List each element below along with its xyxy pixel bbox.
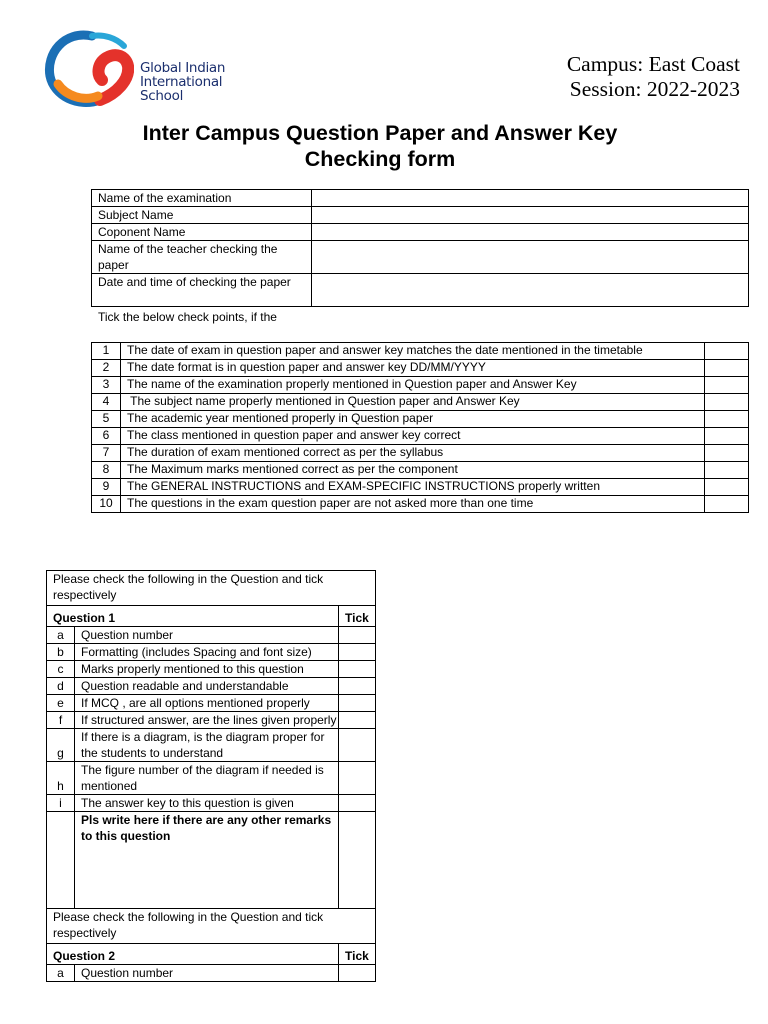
instruction-row — [47, 909, 376, 944]
item-text: Question number — [75, 965, 339, 982]
check-item-row — [47, 661, 376, 678]
item-tick-box[interactable] — [339, 627, 376, 644]
checkpoint-text: The GENERAL INSTRUCTIONS and EXAM-SPECIFIC INSTRUCTIONS properly written — [121, 479, 705, 496]
checkpoint-row — [92, 462, 749, 479]
question1-checklist — [46, 570, 376, 982]
info-value-field[interactable] — [312, 207, 749, 224]
checkpoint-row — [92, 445, 749, 462]
school-name-line3: School — [140, 88, 184, 104]
tick-column-header: Tick — [339, 944, 376, 965]
item-tick-box[interactable] — [339, 795, 376, 812]
checkpoint-text: The class mentioned in question paper and answer key correct — [121, 428, 705, 445]
check-item-row — [47, 965, 376, 982]
checkpoint-row — [92, 411, 749, 428]
remarks-spacer — [47, 812, 75, 909]
info-value-field[interactable] — [312, 190, 749, 207]
item-letter: d — [47, 678, 75, 695]
checkpoint-number: 1 — [92, 343, 121, 360]
checkpoint-text: The academic year mentioned properly in Question paper — [121, 411, 705, 428]
checkpoint-number: 9 — [92, 479, 121, 496]
info-label: Date and time of checking the paper — [92, 274, 312, 307]
check-item-row — [47, 729, 376, 762]
item-letter: i — [47, 795, 75, 812]
item-tick-box[interactable] — [339, 661, 376, 678]
school-name — [140, 61, 225, 103]
checkpoint-tick-box[interactable] — [705, 394, 749, 411]
item-letter: c — [47, 661, 75, 678]
session-year: Session: 2022-2023 — [569, 77, 740, 101]
remarks-field[interactable]: Pls write here if there are any other remarks to this question — [75, 812, 339, 909]
checkpoint-text: The name of the examination properly mentioned in Question paper and Answer Key — [121, 377, 705, 394]
info-value-field[interactable] — [312, 274, 749, 307]
item-text: Question number — [75, 627, 339, 644]
campus-info — [567, 52, 740, 102]
question-title: Question 1 — [47, 606, 339, 627]
item-letter: e — [47, 695, 75, 712]
item-text: Formatting (includes Spacing and font size) — [75, 644, 339, 661]
checkpoint-tick-box[interactable] — [705, 377, 749, 394]
checkpoint-row — [92, 377, 749, 394]
item-letter: h — [47, 762, 75, 795]
checkpoint-number: 10 — [92, 496, 121, 513]
check-item-row — [47, 678, 376, 695]
item-tick-box[interactable] — [339, 712, 376, 729]
check-item-row — [47, 695, 376, 712]
checkpoint-row — [92, 496, 749, 513]
info-row — [92, 207, 749, 224]
item-text: The figure number of the diagram if needed is mentioned — [75, 762, 339, 795]
item-tick-box[interactable] — [339, 762, 376, 795]
school-logo — [44, 26, 234, 108]
info-label: Coponent Name — [92, 224, 312, 241]
item-tick-box[interactable] — [339, 695, 376, 712]
checkpoint-tick-box[interactable] — [705, 445, 749, 462]
checkpoint-row — [92, 343, 749, 360]
checkpoint-number: 8 — [92, 462, 121, 479]
question-header-row — [47, 944, 376, 965]
item-tick-box[interactable] — [339, 965, 376, 982]
check-instruction: Please check the following in the Question and tick respectively — [47, 909, 376, 944]
question-header-row — [47, 606, 376, 627]
item-text: Question readable and understandable — [75, 678, 339, 695]
check-item-row — [47, 644, 376, 661]
item-letter: f — [47, 712, 75, 729]
item-letter: a — [47, 965, 75, 982]
check-item-row — [47, 762, 376, 795]
checkpoint-number: 4 — [92, 394, 121, 411]
checkpoint-row — [92, 479, 749, 496]
check-item-row — [47, 627, 376, 644]
checkpoints-table — [91, 342, 749, 513]
checkpoint-tick-box[interactable] — [705, 479, 749, 496]
item-text: If structured answer, are the lines given properly — [75, 712, 339, 729]
checkpoint-number: 7 — [92, 445, 121, 462]
item-text: Marks properly mentioned to this question — [75, 661, 339, 678]
info-label: Name of the examination — [92, 190, 312, 207]
checkpoint-number: 2 — [92, 360, 121, 377]
check-item-row — [47, 795, 376, 812]
page-title — [60, 120, 700, 172]
item-letter: g — [47, 729, 75, 762]
checkpoint-row — [92, 428, 749, 445]
item-tick-box[interactable] — [339, 678, 376, 695]
info-row — [92, 224, 749, 241]
checkpoint-text: The Maximum marks mentioned correct as per the component — [121, 462, 705, 479]
checkpoint-tick-box[interactable] — [705, 360, 749, 377]
item-tick-box[interactable] — [339, 729, 376, 762]
info-row — [92, 241, 749, 274]
campus-name: Campus: East Coast — [566, 52, 740, 76]
checkpoint-tick-box[interactable] — [705, 411, 749, 428]
item-text: If MCQ , are all options mentioned properly — [75, 695, 339, 712]
checkpoint-text: The questions in the exam question paper are not asked more than one time — [121, 496, 705, 513]
check-instruction: Please check the following in the Question and tick respectively — [47, 571, 376, 606]
question-title: Question 2 — [47, 944, 339, 965]
checkpoint-text: The subject name properly mentioned in Question paper and Answer Key — [121, 394, 705, 411]
checkpoint-text: The date of exam in question paper and answer key matches the date mentioned in the timetable — [121, 343, 705, 360]
checkpoint-number: 3 — [92, 377, 121, 394]
checkpoint-row — [92, 360, 749, 377]
item-text: If there is a diagram, is the diagram proper for the students to understand — [75, 729, 339, 762]
info-value-field[interactable] — [312, 241, 749, 274]
logo-swirl-icon — [44, 26, 134, 108]
remarks-tick-box[interactable] — [339, 812, 376, 909]
checkpoint-row — [92, 394, 749, 411]
checkpoint-text: The duration of exam mentioned correct as per the syllabus — [121, 445, 705, 462]
item-tick-box[interactable] — [339, 644, 376, 661]
checkpoint-tick-box[interactable] — [705, 496, 749, 513]
info-label: Name of the teacher checking the paper — [92, 241, 312, 274]
checkpoint-number: 5 — [92, 411, 121, 428]
title-line2: Checking form — [304, 147, 456, 171]
instruction-row — [47, 571, 376, 606]
school-name-line2: International — [140, 74, 223, 90]
info-label: Subject Name — [92, 207, 312, 224]
remarks-row — [47, 812, 376, 909]
item-letter: b — [47, 644, 75, 661]
tick-note: Tick the below check points, if the — [98, 310, 277, 324]
tick-column-header: Tick — [339, 606, 376, 627]
info-row — [92, 190, 749, 207]
checkpoint-tick-box[interactable] — [705, 343, 749, 360]
item-text: The answer key to this question is given — [75, 795, 339, 812]
check-item-row — [47, 712, 376, 729]
checkpoint-text: The date format is in question paper and answer key DD/MM/YYYY — [121, 360, 705, 377]
exam-info-table — [91, 189, 749, 307]
item-letter: a — [47, 627, 75, 644]
info-row — [92, 274, 749, 307]
info-value-field[interactable] — [312, 224, 749, 241]
checkpoint-tick-box[interactable] — [705, 428, 749, 445]
checkpoint-number: 6 — [92, 428, 121, 445]
school-name-line1: Global Indian — [140, 60, 226, 76]
checkpoint-tick-box[interactable] — [705, 462, 749, 479]
title-line1: Inter Campus Question Paper and Answer Key — [142, 121, 618, 145]
